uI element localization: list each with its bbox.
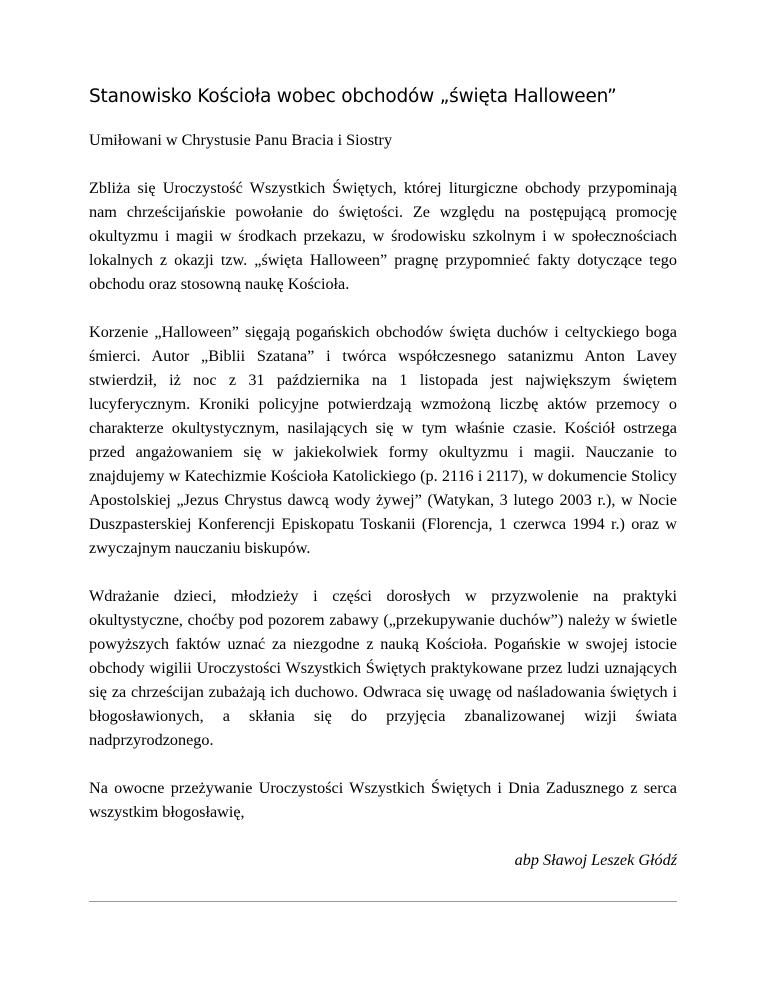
salutation: Umiłowani w Chrystusie Panu Bracia i Siostry xyxy=(89,131,393,149)
document-title: Stanowisko Kościoła wobec obchodów „święta Halloween” xyxy=(89,86,617,107)
document-page xyxy=(89,86,677,872)
paragraph-intro: Zbliża się Uroczystość Wszystkich Świętych, której liturgiczne obchody przypominają nam chrześcijańskie powołanie do świętości. Ze względu na postępującą promocję okultyzmu i magii w środkach przekazu, w środowisku szkolnym i w społecznościach lokalnych z okazji tzw. „święta Halloween” pragnę przypomnieć fakty dotyczące tego obchodu oraz stosowną naukę Kościoła. xyxy=(89,179,677,293)
paragraph-origins: Korzenie „Halloween” sięgają pogańskich obchodów święta duchów i celtyckiego boga śmierci. Autor „Biblii Szatana” i twórca współczesnego satanizmu Anton Lavey stwierdził, iż noc z 31 października na 1 listopada jest największym świętem lucyferycznym. Kroniki policyjne potwierdzają wzmożoną liczbę aktów przemocy o charakterze okultystycznym, nasilających się w tym właśnie czasie. Kościół ostrzega przed angażowaniem się w jakiekolwiek formy okultyzmu i magii. Nauczanie to znajdujemy w Katechizmie Kościoła Katolickiego (p. 2116 i 2117), w dokumencie Stolicy Apostolskiej „Jezus Chrystus dawcą wody żywej” (Watykan, 3 lutego 2003 r.), w Nocie Duszpasterskiej Konferencji Episkopatu Toskanii (Florencja, 1 czerwca 1994 r.) oraz w zwyczajnym nauczaniu biskupów. xyxy=(89,323,677,557)
footer-divider xyxy=(89,901,677,902)
signature: abp Sławoj Leszek Głódź xyxy=(514,851,677,869)
paragraph-blessing: Na owocne przeżywanie Uroczystości Wszystkich Świętych i Dnia Zadusznego z serca wszystkim błogosławię, xyxy=(89,779,677,821)
paragraph-warning: Wdrażanie dzieci, młodzieży i części dorosłych w przyzwolenie na praktyki okultystyczne, choćby pod pozorem zabawy („przekupywanie duchów”) należy w świetle powyższych faktów uznać za niezgodne z nauką Kościoła. Pogańskie w swojej istocie obchody wigilii Uroczystości Wszystkich Świętych praktykowane przez ludzi uznających się za chrześcijan zubażają ich duchowo. Odwraca się uwagę od naśladowania świętych i błogosławionych, a skłania się do przyjęcia zbanalizowanej wizji świata nadprzyrodzonego. xyxy=(89,587,677,749)
